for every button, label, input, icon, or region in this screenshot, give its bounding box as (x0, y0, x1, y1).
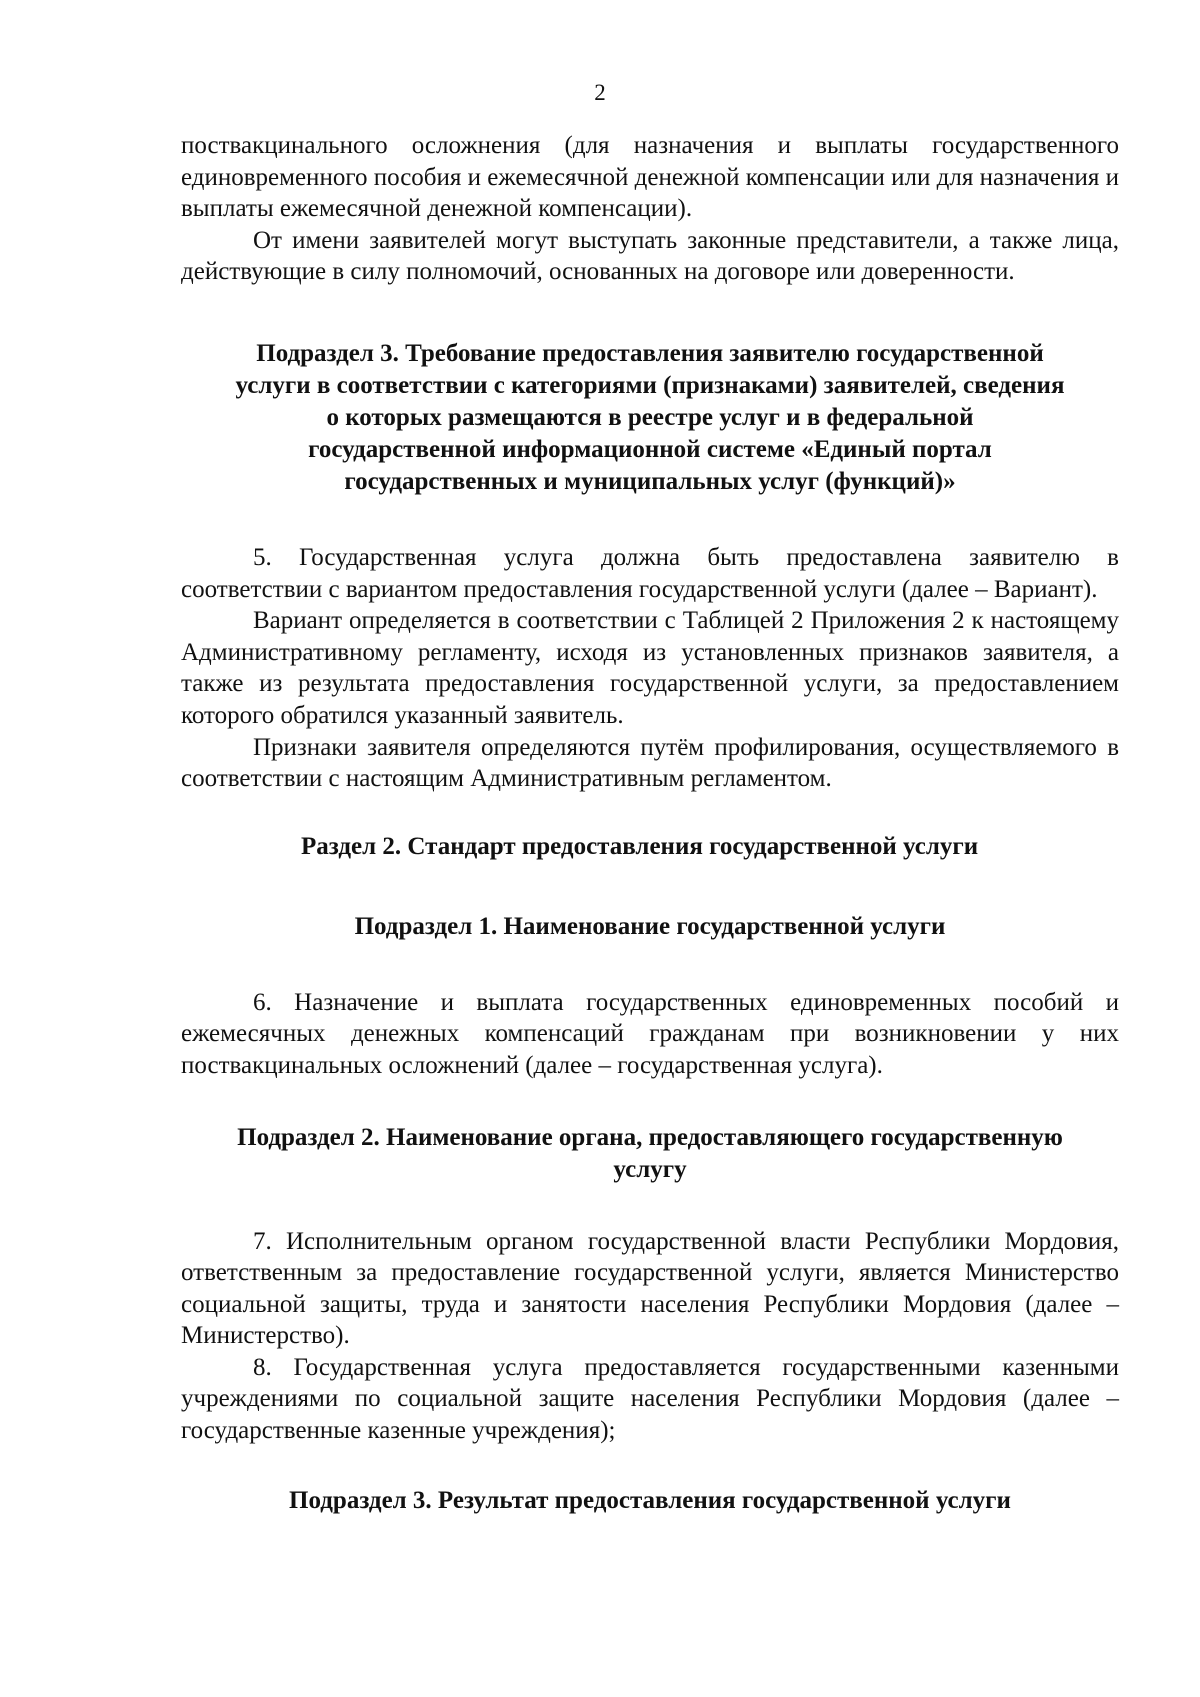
subsection-1-heading: Подраздел 1. Наименование государственной услуги (354, 912, 946, 940)
heading-line: государственной информационной системе «Единый портал (308, 435, 992, 463)
paragraph-6: 6. Назначение и выплата государственных единовременных пособий и ежемесячных денежных компенсаций гражданам при возникновении у них поствакцинальных осложнений (далее – государственная услуга). (181, 988, 1119, 1079)
paragraph-signs: Признаки заявителя определяются путём профилирования, осуществляемого в соответствии с настоящим Административным регламентом. (181, 733, 1119, 793)
heading-line: Подраздел 2. Наименование органа, предоставляющего государственную (237, 1123, 1063, 1151)
paragraph-7: 7. Исполнительным органом государственной власти Республики Мордовия, ответственным за предоставление государственной услуги, является Министерство социальной защиты, труда и занятости населения Республики Мордовия (далее – Министерство). (181, 1227, 1119, 1350)
paragraph-representatives: От имени заявителей могут выступать законные представители, а также лица, действующие в силу полномочий, основанных на договоре или доверенности. (181, 226, 1119, 286)
paragraph-continuation: поствакцинального осложнения (для назначения и выплаты государственного единовременного пособия и ежемесячной денежной компенсации или для назначения и выплаты ежемесячной денежной компенсации). (181, 132, 1119, 223)
paragraph-5: 5. Государственная услуга должна быть предоставлена заявителю в соответствии с вариантом предоставления государственной услуги (далее – Вариант). (181, 543, 1119, 603)
subsection-2-heading (181, 1122, 1119, 1186)
heading-line: о которых размещаются в реестре услуг и в федеральной (326, 403, 974, 431)
subsection-3-requirement-heading (181, 338, 1119, 498)
heading-line: Подраздел 3. Требование предоставления заявителю государственной (256, 339, 1044, 367)
heading-line: услугу (613, 1155, 687, 1183)
subsection-3-result-heading: Подраздел 3. Результат предоставления государственной услуги (289, 1486, 1011, 1514)
paragraph-8: 8. Государственная услуга предоставляется государственными казенными учреждениями по социальной защите населения Республики Мордовия (далее – государственные казенные учреждения); (181, 1353, 1119, 1445)
document-body (181, 130, 1119, 1517)
heading-line: услуги в соответствии с категориями (признаками) заявителей, сведения (235, 371, 1065, 399)
section-2-heading: Раздел 2. Стандарт предоставления государственной услуги (301, 832, 979, 860)
heading-line: государственных и муниципальных услуг (функций)» (344, 467, 956, 495)
paragraph-variant: Вариант определяется в соответствии с Таблицей 2 Приложения 2 к настоящему Административному регламенту, исходя из установленных признаков заявителя, а также из результата предоставления государственной услуги, за предоставлением которого обратился указанный заявитель. (181, 607, 1119, 729)
page-number: 2 (594, 80, 606, 105)
